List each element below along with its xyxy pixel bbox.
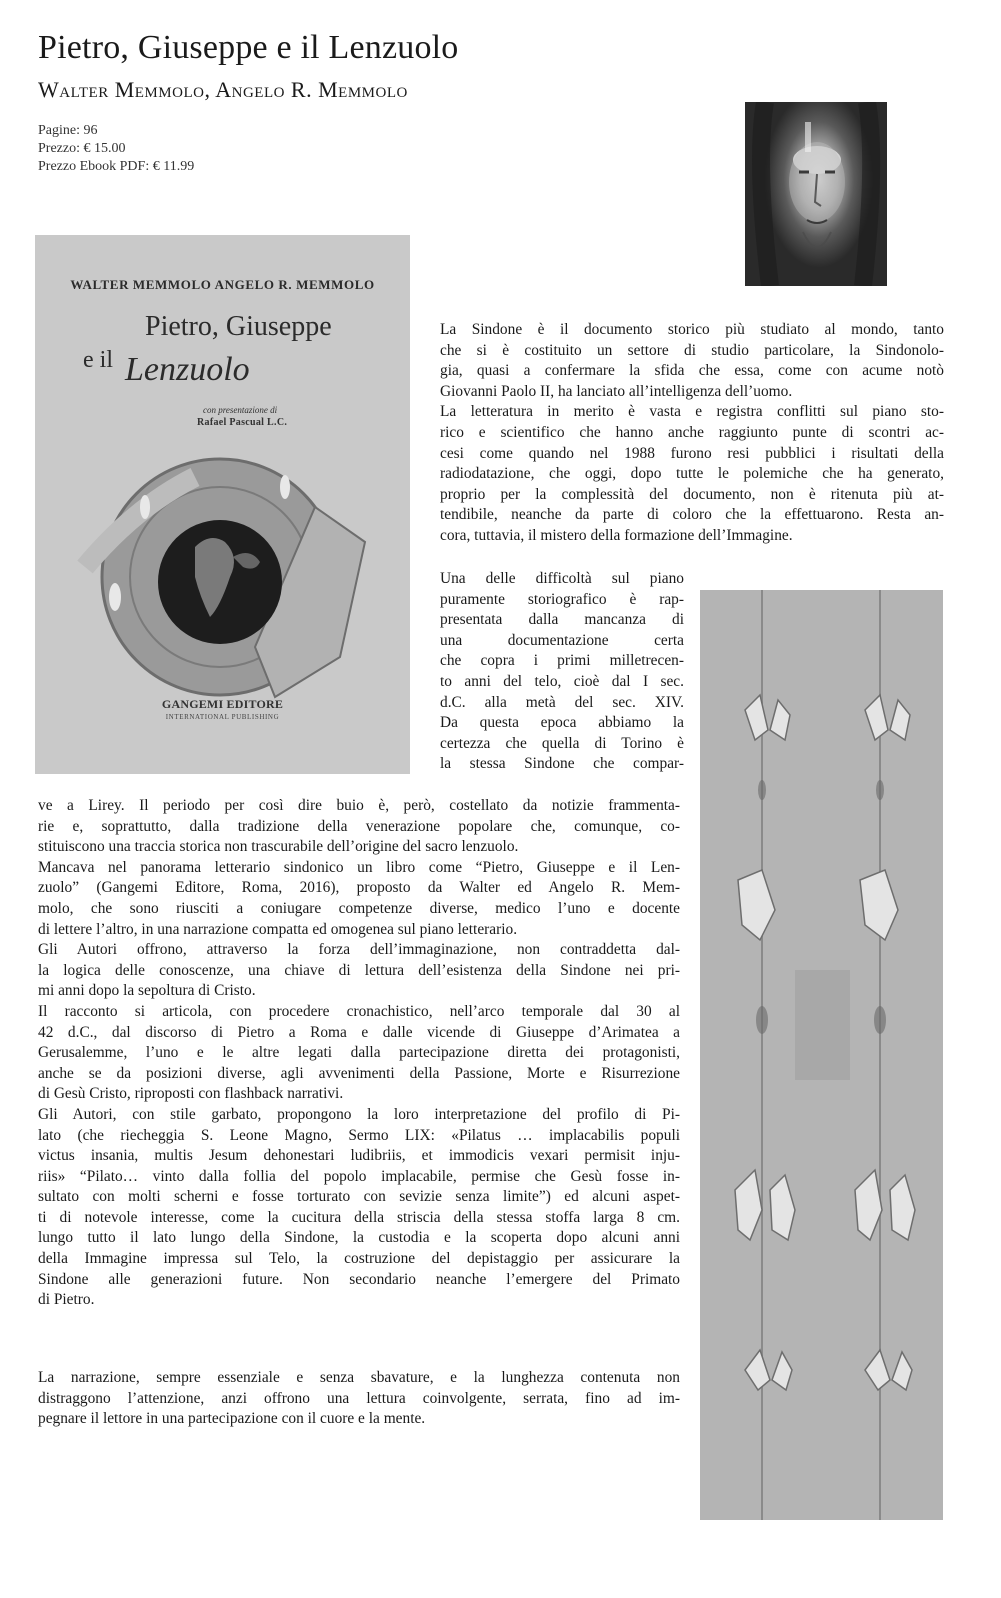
text-line: Gerusalemme, l’uno e le altre legati dalla partecipazione diretta dei protagonisti, (38, 1044, 680, 1062)
text-line: mi anni dopo la sepoltura di Cristo. (38, 982, 256, 1000)
text-line: d.C. alla metà del sec. XIV. (440, 693, 684, 711)
text-line: riis» “Pilato… vinto dalla follia del popolo implacabile, permise che Gesù fosse in- (38, 1167, 680, 1185)
cover-publisher-sub: INTERNATIONAL PUBLISHING (165, 713, 280, 721)
text-line: stituiscono una traccia storica non trascurabile dell’origine del sacro lenzuolo. (38, 838, 519, 856)
text-line: cesi come quando nel 1988 furono resi pubblici i risultati della (440, 444, 944, 462)
text-line: la stessa Sindone che compar- (440, 755, 684, 773)
text-line: Giovanni Paolo II, ha lanciato all’intelligenza dell’uomo. (440, 382, 793, 400)
cover-presentation: con presentazione di (203, 405, 278, 415)
review-paragraph-4 (38, 1368, 680, 1430)
text-line: anche se da posizioni diverse, agli avvenimenti della Passione, Morte e Risurrezione (38, 1064, 680, 1082)
text-line: La Sindone è il documento storico più studiato al mondo, tanto (440, 321, 944, 338)
text-line: distraggono l’attenzione, anzi offrono una lettura coinvolgente, serrata, fino ad im- (38, 1389, 680, 1407)
text-line: proprio per la complessità del documento, non è ritenuta più at- (440, 485, 944, 503)
text-line: molo, che sono riusciti a coniugare competenze diverse, medico l’uno e docente (38, 899, 680, 917)
text-line: ve a Lirey. Il periodo per così dire buio è, però, costellato da notizie frammenta- (38, 797, 680, 814)
text-line: pegnare il lettore in una partecipazione con il cuore e la mente. (38, 1410, 426, 1428)
text-line: sultato con molti scherni e fosse torturato con sevizie senza limite”) ed alcuni aspet- (38, 1188, 680, 1206)
text-line: 42 d.C., dal discorso di Pietro a Roma e dalle vicende di Giuseppe d’Arimatea a (38, 1023, 680, 1041)
review-paragraph-3 (38, 796, 680, 1311)
text-line: Il racconto si articola, con procedere cronachistico, nell’arco temporale dal 30 al (38, 1002, 680, 1020)
text-line: Gli Autori offrono, attraverso la forza dell’immaginazione, non contraddetta dal- (38, 941, 680, 959)
cover-title-line2: Lenzuolo (125, 351, 250, 388)
cover-presenter: Rafael Pascual L.C. (197, 417, 288, 428)
text-line: La letteratura in merito è vasta e registra conflitti sul piano sto- (440, 403, 944, 421)
text-line: di Gesù Cristo, riproposti con flashback narrativi. (38, 1085, 344, 1103)
text-line: to anni del telo, cioè dal I sec. (440, 672, 684, 690)
text-line: Mancava nel panorama letterario sindonico un libro come “Pietro, Giuseppe e il Len- (38, 858, 680, 876)
text-line: che si è costituito un settore di studio particolare, la Sindonolo- (440, 341, 944, 359)
text-line: Sindone alle generazioni future. Non secondario neanche l’emergere del Primato (38, 1270, 680, 1288)
pages-count: Pagine: 96 (38, 123, 98, 138)
text-line: la logica delle conoscenze, una chiave di lettura dell’esistenza della Sindone nei pri- (38, 961, 680, 979)
text-line: tendibile, neanche da parte di coloro che la effettuarono. Resta an- (440, 506, 944, 524)
book-meta (38, 122, 194, 176)
authors: Walter Memmolo, Angelo R. Memmolo (38, 77, 408, 102)
text-line: certezza che quella di Torino è (440, 734, 684, 752)
book-cover (35, 235, 410, 774)
cover-title-line1: Pietro, Giuseppe (145, 311, 332, 342)
price: Prezzo: € 15.00 (38, 141, 126, 156)
text-line: di lettere l’altro, in una narrazione compatta ed omogenea sul piano letterario. (38, 920, 518, 938)
text-line: radiodatazione, che oggi, dopo tutte le polemiche che ha generato, (440, 465, 944, 483)
shroud-face-photo (745, 102, 887, 286)
shroud-full-length-photo (700, 590, 943, 1520)
text-line: zuolo” (Gangemi Editore, Roma, 2016), proposto da Walter ed Angelo R. Mem- (38, 879, 680, 897)
text-line: della Immagine impressa sul Telo, la costruzione del depistaggio per assicurare la (38, 1250, 680, 1268)
review-paragraph-1 (440, 320, 944, 547)
text-line: rie e, soprattutto, dalla tradizione della venerazione popolare che, comunque, co- (38, 817, 680, 835)
text-line: rico e scientifico che hanno anche raggiunto punte di scontri ac- (440, 423, 944, 441)
ebook-price: Prezzo Ebook PDF: € 11.99 (38, 159, 195, 174)
text-line: victus insania, multis Jesum dehonestari ludibriis, et immodicis vexari permisit inju- (38, 1147, 680, 1165)
text-line: Gli Autori, con stile garbato, propongono la loro interpretazione del profilo di Pi- (38, 1105, 680, 1123)
page-title: Pietro, Giuseppe e il Lenzuolo (38, 29, 459, 66)
text-line: di Pietro. (38, 1291, 95, 1309)
text-line: ti di notevole interesse, come la cucitura della striscia della stessa stoffa larga 8 cm. (38, 1208, 680, 1226)
text-line: Una delle difficoltà sul piano (440, 570, 684, 587)
text-line: che copra i primi milletrecen- (440, 652, 684, 670)
text-line: cora, tuttavia, il mistero della formazione dell’Immagine. (440, 526, 793, 544)
text-line: una documentazione certa (440, 631, 684, 649)
text-line: puramente storiografico è rap- (440, 590, 684, 608)
text-line: Da questa epoca abbiamo la (440, 714, 684, 732)
text-line: gia, quasi a confermare la sfida che essa, come con acume notò (440, 362, 944, 380)
text-line: lato (che riecheggia S. Leone Magno, Sermo LIX: «Pilatus … implacabilis populi (38, 1126, 680, 1144)
text-line: lungo tutto il lato lungo della Sindone, la custodia e la scoperta dopo alcuni anni (38, 1229, 680, 1247)
cover-publisher: GANGEMI EDITORE (161, 697, 284, 711)
text-line: La narrazione, sempre essenziale e senza sbavature, e la lunghezza contenuta non (38, 1369, 680, 1386)
cover-title-e-il: e il (83, 347, 113, 373)
review-paragraph-2 (440, 569, 684, 775)
text-line: presentata dalla mancanza di (440, 611, 684, 629)
cover-globe-illustration (75, 447, 375, 707)
cover-authors: WALTER MEMMOLO ANGELO R. MEMMOLO (70, 277, 375, 292)
